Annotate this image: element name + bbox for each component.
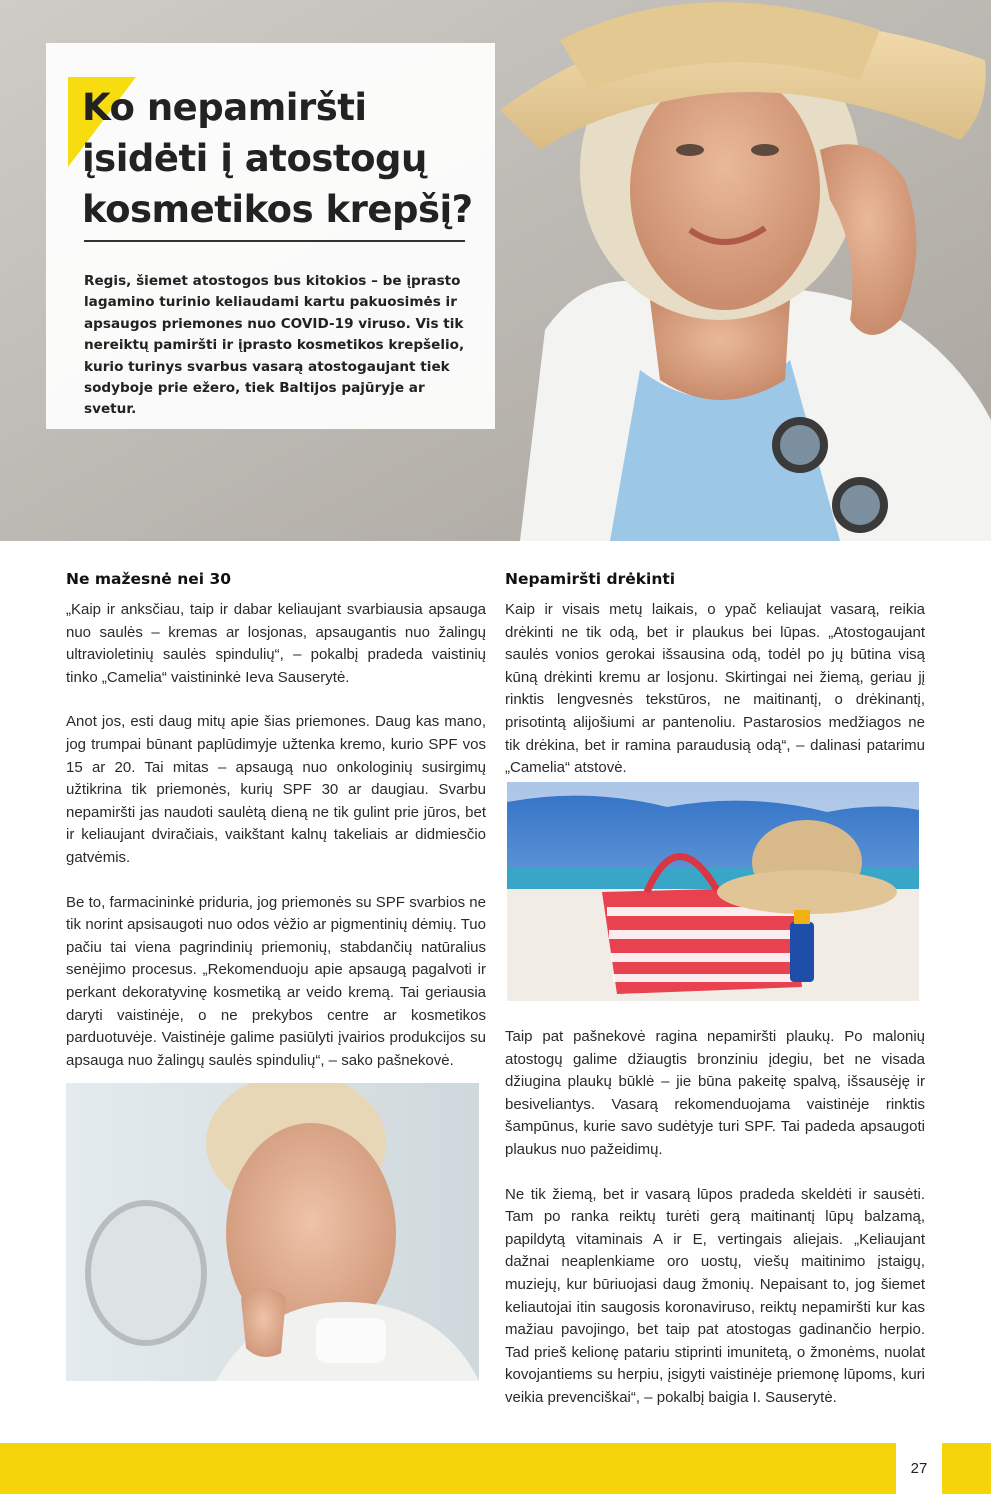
left-column [66, 568, 486, 1072]
section-heading: Ne mažesnė nei 30 [66, 570, 232, 588]
section-heading: Nepamiršti drėkinti [505, 570, 676, 588]
footer-bar [0, 1443, 991, 1494]
paragraph: Be to, farmacininkė priduria, jog priemonės su SPF svarbios ne tik norint apsisaugoti nuo odos vėžio ar pigmentinių dėmių. Tuo pačiu tai viena pagrindinių priemonių, stabdančių natūralius senėjimo procesus. „Rekomenduoju apie apsaugą pagalvoti ir perkant dekoratyvinę kosmetiką ar veido kremą. Tai geriausia daryti vaistinėje, o ne prekybos centre ar kosmetikos parduotuvėje. Vaistinėje galime pasiūlyti įvairios produkcijos su apsauga nuo žalingų saulės spindulių“, – sako pašnekovė. [66, 893, 486, 1069]
photo-woman-mirror-image [66, 1083, 479, 1381]
paragraph: Anot jos, esti daug mitų apie šias priemones. Daug kas mano, jog trumpai būnant paplūdimyje užtenka kremo, kurio SPF vos 15 ar 20. Tai mitas – apsaugą nuo onkologinių susirgimų užtikrina tik priemonės, kurių SPF 30 ar daugiau. Svarbu nepamiršti jas naudoti saulėtą dieną ne tik gulint prie jūros, bet ir keliaujant dviračiais, vaikštant kalnų takeliais ar didmiesčio gatvėmis. [66, 713, 486, 866]
article-title [82, 82, 482, 235]
photo-beach-bag [507, 782, 919, 1001]
title-line: įsidėti į atostogų [82, 137, 427, 180]
paragraph: Kaip ir visais metų laikais, o ypač keliaujat vasarą, reikia drėkinti ne tik odą, bet ir plaukus bei lūpas. „Atostogaujant saulės vonios gerokai išsausina odą, todėl po jų būtina visą kūną drėkinti kremu ar losjonu. Skirtingai nei žiemą, geriau jį rinktis lengvesnės tekstūros, ne maitinantį, o drėkinantį, prisotintą alijošiumi ar pantenoliu. Pastarosios medžiagos ne tik drėkina, bet ir ramina paraudusią odą“, – dalinasi patarimu „Camelia“ atstovė. [505, 601, 925, 777]
title-line: kosmetikos krepšį? [82, 188, 473, 231]
paragraph: „Kaip ir anksčiau, taip ir dabar keliaujant svarbiausia apsauga nuo saulės – kremas ar losjonas, apsaugantis nuo žalingų ultravioletinių saulės spindulių“, – pokalbį pradeda vaistinių tinko „Camelia“ vaistininkė Ieva Sauserytė. [66, 601, 486, 686]
photo-woman-mirror [66, 1083, 479, 1381]
title-line: Ko nepamiršti [82, 86, 367, 129]
paragraph: Ne tik žiemą, bet ir vasarą lūpos pradeda skeldėti ir sausėti. Tam po ranka reiktų turėti gerą maitinantį lūpų balzamą, papildytą vitaminais A ir E, vertingais aliejais. „Keliaujant dažnai neaplenkiame oro uostų, viešų maitinimo įstaigų, muziejų, kur būriuojasi daug žmonių. Nepaisant to, jog šiemet keliautojai itin saugosis koronaviruso, reiktų nepamiršti kur kas mažiau pavojingo, bet taip pat atostogas gadinančio herpio. Tad prieš kelionę patariu stiprinti imunitetą, o žmonėms, nuolat kovojantiems su herpiu, įsigyti vaistinėje priemonę lūpoms, kuri veikia prevenciškai“, – pokalbį baigia I. Sauserytė. [505, 1185, 925, 1406]
paragraph: Taip pat pašnekovė ragina nepamiršti plaukų. Po malonių atostogų galime džiaugtis bronziniu įdegiu, bet ne visada džiugina plaukų būklė – jie būna pakeitę spalvą, išsausėję ir besiveliantys. Vasarą rekomenduojama vaistinėje rinktis šampūnus, kurie savo sudėtyje turi SPF. Tai padeda apsaugoti plaukus nuo pažeidimų. [505, 1028, 925, 1158]
article-lead: Regis, šiemet atostogos bus kitokios – be įprasto lagamino turinio keliaudami kartu pakuosimės ir apsaugos priemones nuo COVID-19 viruso. Vis tik nereiktų pamiršti ir įprasto kosmetikos krepšelio, kurio turinys svarbus vasarą atostogaujant tiek sodyboje prie ežero, tiek Baltijos pajūryje ar svetur. [84, 273, 465, 418]
right-column-top [505, 568, 925, 780]
hero-section [0, 0, 991, 541]
page-number: 27 [896, 1443, 942, 1494]
title-divider [84, 240, 465, 242]
photo-beach-bag-image [507, 782, 919, 1001]
right-column-bottom [505, 1026, 925, 1410]
